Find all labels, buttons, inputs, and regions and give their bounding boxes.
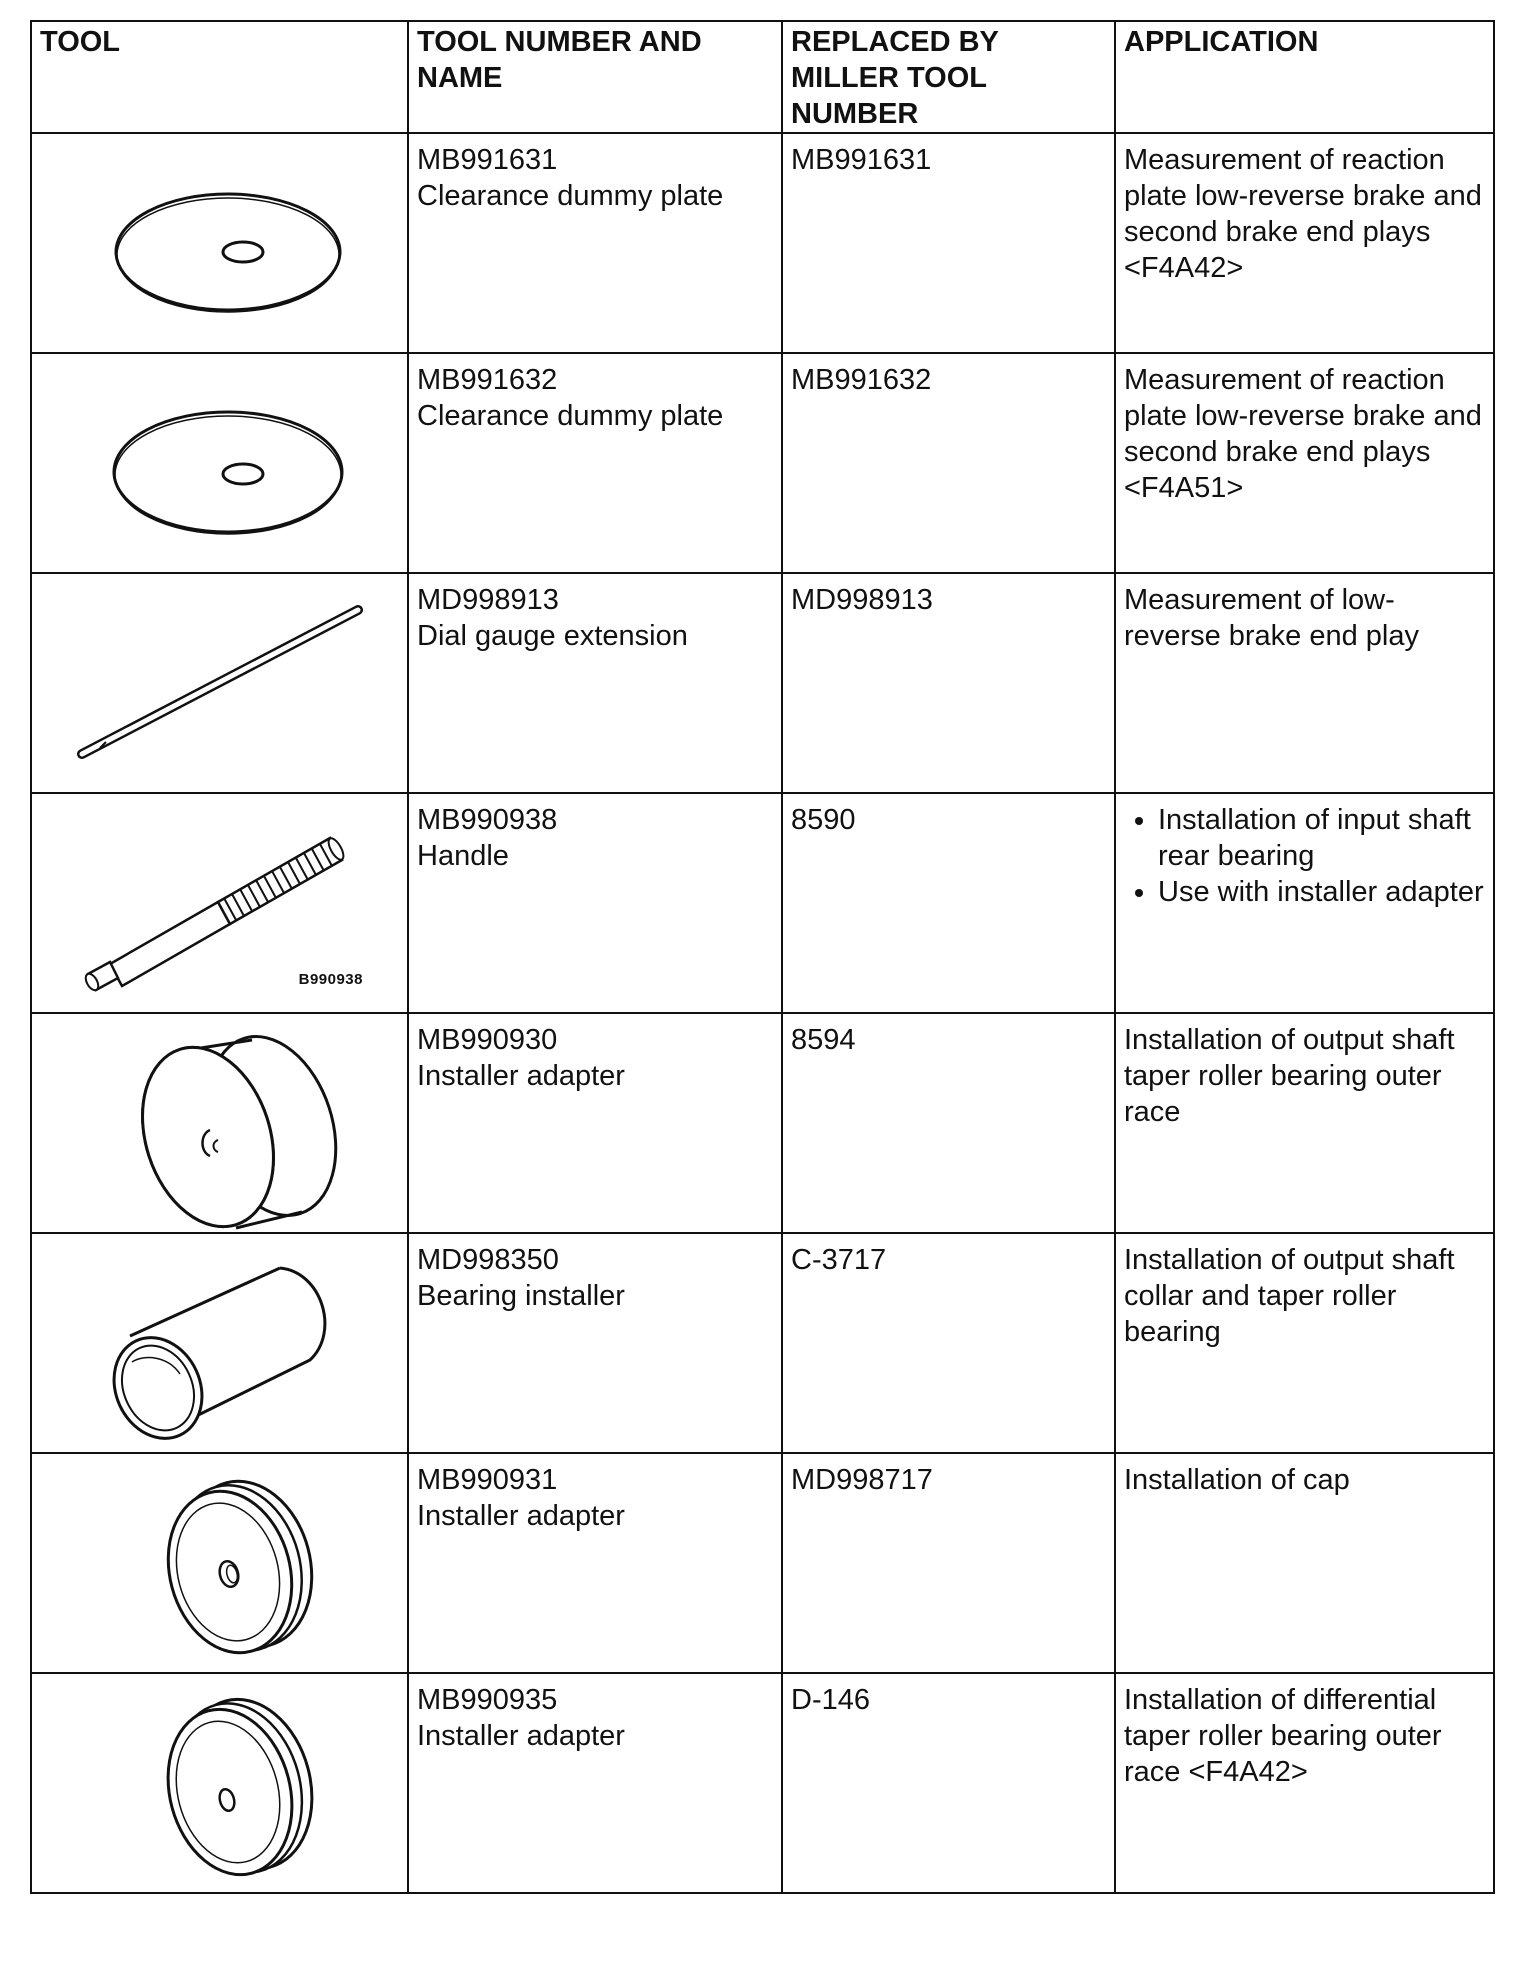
table-row [31, 573, 1494, 793]
special-tools-table [30, 20, 1495, 1894]
application-cell [1115, 793, 1494, 1013]
tool-name: Installer adapter [417, 1720, 625, 1752]
tool-image-cell [31, 1233, 408, 1453]
tool-image-cell [31, 1453, 408, 1673]
tool-number-name-cell [408, 1453, 782, 1673]
application-cell: Measurement of low-reverse brake end play [1115, 573, 1494, 793]
tool-number: MB990930 [417, 1024, 558, 1056]
tool-number: MB991631 [417, 144, 558, 176]
tool-image-cell [31, 133, 408, 353]
tool-number: MB990931 [417, 1464, 558, 1496]
tool-number-name-cell [408, 1233, 782, 1453]
header-row [31, 21, 1494, 133]
tool-name: Installer adapter [417, 1060, 625, 1092]
replaced-by-cell: MD998717 [782, 1453, 1115, 1673]
tool-number-name-cell [408, 133, 782, 353]
replaced-by-cell: D-146 [782, 1673, 1115, 1893]
tool-number: MD998913 [417, 584, 559, 616]
replaced-by-cell: 8590 [782, 793, 1115, 1013]
replaced-by-cell: MB991631 [782, 133, 1115, 353]
header-tool: TOOL [31, 21, 408, 133]
thick-disc-icon [40, 1022, 417, 1232]
application-cell: Installation of differential taper roller bearing outer race <F4A42> [1115, 1673, 1494, 1893]
table-row [31, 1013, 1494, 1233]
tool-image-cell [31, 353, 408, 573]
rod-icon [40, 582, 417, 792]
application-cell: Measurement of reaction plate low-reverse brake and second brake end plays <F4A42> [1115, 133, 1494, 353]
stepped-disc-icon [40, 1462, 417, 1672]
figure-code: B990938 [298, 971, 363, 988]
replaced-by-cell: C-3717 [782, 1233, 1115, 1453]
tool-image-cell [31, 573, 408, 793]
table-row [31, 353, 1494, 573]
flat-disc-small-hole-icon [40, 362, 417, 572]
table-row [31, 1673, 1494, 1893]
tool-image-cell [31, 1673, 408, 1893]
header-replaced-by: REPLACED BY MILLER TOOL NUMBER [782, 21, 1115, 133]
tool-number-name-cell [408, 793, 782, 1013]
tool-name: Bearing installer [417, 1280, 625, 1312]
application-cell: Installation of cap [1115, 1453, 1494, 1673]
header-tool-number-name: TOOL NUMBER AND NAME [408, 21, 782, 133]
tool-name: Clearance dummy plate [417, 180, 724, 212]
table-row [31, 793, 1494, 1013]
tube-icon [40, 1242, 417, 1452]
application-cell: Installation of output shaft collar and taper roller bearing [1115, 1233, 1494, 1453]
tool-number-name-cell [408, 573, 782, 793]
tool-image-cell [31, 1013, 408, 1233]
tool-image-cell [31, 793, 408, 1013]
table-row [31, 1233, 1494, 1453]
list-item: • Use with installer adapter [1158, 874, 1485, 910]
replaced-by-cell: MD998913 [782, 573, 1115, 793]
tool-name: Dial gauge extension [417, 620, 688, 652]
flat-disc-small-hole-icon [40, 142, 417, 352]
tool-number: MB991632 [417, 364, 558, 396]
tool-number: MB990938 [417, 804, 558, 836]
tool-number-name-cell [408, 1673, 782, 1893]
application-list [1124, 802, 1485, 910]
tool-name: Handle [417, 840, 509, 872]
replaced-by-cell: MB991632 [782, 353, 1115, 573]
tool-name: Installer adapter [417, 1500, 625, 1532]
table-row [31, 1453, 1494, 1673]
header-application: APPLICATION [1115, 21, 1494, 133]
tool-number-name-cell [408, 1013, 782, 1233]
tool-number: MD998350 [417, 1244, 559, 1276]
table-row [31, 133, 1494, 353]
tool-number: MB990935 [417, 1684, 558, 1716]
tool-name: Clearance dummy plate [417, 400, 724, 432]
stepped-disc-icon [40, 1682, 417, 1892]
application-cell: Installation of output shaft taper roller bearing outer race [1115, 1013, 1494, 1233]
replaced-by-cell: 8594 [782, 1013, 1115, 1233]
list-item: • Installation of input shaft rear bearing [1158, 802, 1485, 874]
tool-number-name-cell [408, 353, 782, 573]
application-cell: Measurement of reaction plate low-reverse brake and second brake end plays <F4A51> [1115, 353, 1494, 573]
